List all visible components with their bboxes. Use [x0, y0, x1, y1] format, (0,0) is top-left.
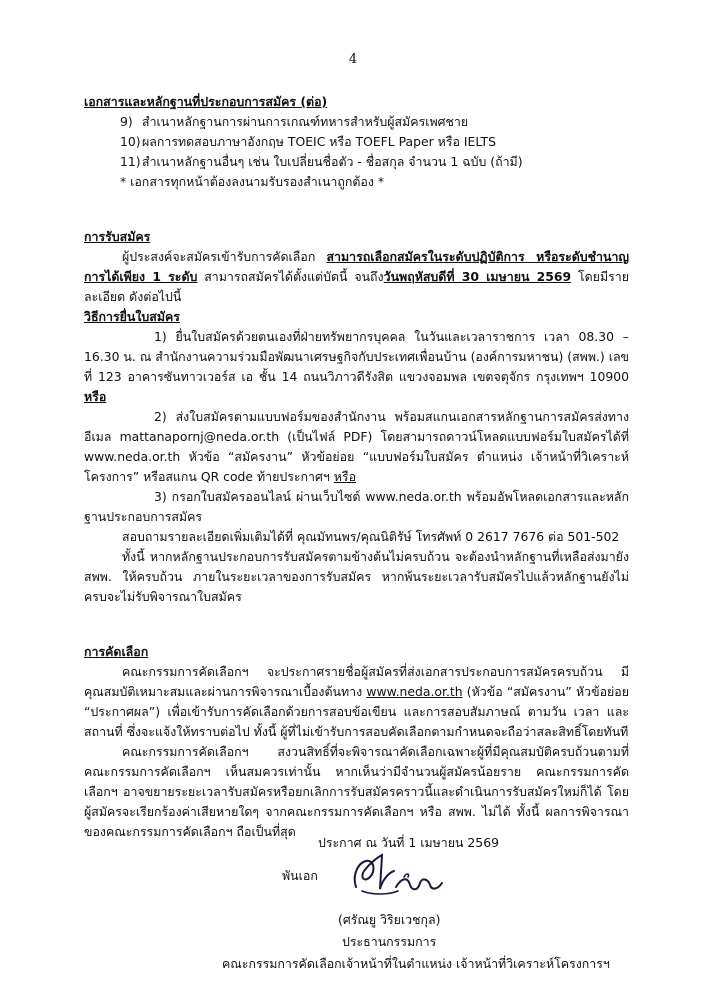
- method-heading: วิธีการยื่นใบสมัคร: [84, 309, 180, 324]
- select-para-1: คณะกรรมการคัดเลือกฯ จะประกาศรายชื่อผู้สมัครที่ส่งเอกสารประกอบการสมัครครบถ้วน มีคุณสมบัติเหมาะสมและผ่านการพิจารณาเบื้องต้นทาง www.neda.or.th (หัวข้อ “สมัครงาน” หัวข้อย่อย “ประกาศผล”) เพื่อเข้ารับการคัดเลือกด้วยการสอบข้อเขียน และการสอบสัมภาษณ์ ตามวัน เวลา และสถานที่ ซึ่งจะแจ้งให้ทราบต่อไป ทั้งนี้ ผู้ที่ไม่เข้ารับการสอบคัดเลือกตามกำหนดจะถือว่าสละสิทธิ์โดยทันที: [84, 664, 630, 739]
- signer-name: (ศรัณยู วิริยเวชกุล): [338, 912, 441, 927]
- certify-note: * เอกสารทุกหน้าต้องลงนามรับรองสำเนาถูกต้อง *: [120, 174, 385, 189]
- select-heading: การคัดเลือก: [84, 644, 149, 659]
- document-body: [84, 92, 629, 842]
- method-2: 2) ส่งใบสมัครตามแบบฟอร์มของสำนักงาน พร้อมสแกนเอกสารหลักฐานการสมัครส่งทางอีเมล mattanapornj@neda.or.th (เป็นไฟล์ PDF) โดยสามารถดาวน์โหลดแบบฟอร์มใบสมัครได้ที่ www.neda.or.th หัวข้อ “สมัครงาน” หัวข้อย่อย “แบบฟอร์มใบสมัคร ตำแหน่ง เจ้าหน้าที่วิเคราะห์โครงการ” หรือสแกน QR code ท้ายประกาศฯ หรือ: [84, 409, 629, 484]
- committee-name: คณะกรรมการคัดเลือกเจ้าหน้าที่ในตำแหน่ง เจ้าหน้าที่วิเคราะห์โครงการฯ: [222, 956, 610, 971]
- apply-heading: การรับสมัคร: [84, 229, 151, 244]
- apply-intro: ผู้ประสงค์จะสมัครเข้ารับการคัดเลือก สามารถเลือกสมัครในระดับปฏิบัติการ หรือระดับชำนาญการได้เพียง 1 ระดับ สามารถสมัครได้ตั้งแต่บัดนี้ จนถึงวันพฤหัสบดีที่ 30 เมษายน 2569 โดยมีรายละเอียด ดังต่อไปนี้: [84, 249, 629, 304]
- neda-website-link[interactable]: www.neda.or.th: [366, 684, 463, 699]
- method-3: 3) กรอกใบสมัครออนไลน์ ผ่านเว็บไซต์ www.neda.or.th พร้อมอัพโหลดเอกสารและหลักฐานประกอบการสมัคร: [84, 489, 629, 524]
- contact-info: สอบถามรายละเอียดเพิ่มเติมได้ที่ คุณมัทนพร/คุณนิติรัษ์ โทรศัพท์ 0 2617 7676 ต่อ 501-502: [122, 529, 620, 544]
- method-1: 1) ยื่นใบสมัครด้วยตนเองที่ฝ่ายทรัพยากรบุคคล ในวันและเวลาราชการ เวลา 08.30 – 16.30 น. ณ สำนักงานความร่วมมือพัฒนาเศรษฐกิจกับประเทศเพื่อนบ้าน (องค์การมหาชน) (สพพ.) เลขที่ 123 อาคารซันทาวเวอร์ส เอ ชั้น 14 ถนนวิภาวดีรังสิต แขวงจอมพล เขตจตุจักร กรุงเทพฯ 10900 หรือ: [84, 329, 630, 404]
- doc-item-9: 9) สำเนาหลักฐานการผ่านการเกณฑ์ทหารสำหรับผู้สมัครเพศชาย: [120, 114, 469, 129]
- doc-item-10: 10)ผลการทดสอบภาษาอังกฤษ TOEIC หรือ TOEFL Paper หรือ IELTS: [120, 134, 496, 149]
- announce-date: ประกาศ ณ วันที่ 1 เมษายน 2569: [318, 835, 499, 850]
- signature-mark: [348, 847, 448, 903]
- doc-item-11: 11)สำเนาหลักฐานอื่นๆ เช่น ใบเปลี่ยนชื่อตัว - ชื่อสกุล จำนวน 1 ฉบับ (ถ้ามี): [120, 154, 523, 169]
- apply-closing: ทั้งนี้ หากหลักฐานประกอบการรับสมัครตามข้างต้นไม่ครบถ้วน จะต้องนำหลักฐานที่เหลือส่งมายัง สพพ. ให้ครบถ้วน ภายในระยะเวลาของการรับสมัคร หากพ้นระยะเวลารับสมัครไปแล้วหลักฐานยังไม่ครบจะไม่รับพิจารณาใบสมัคร: [84, 549, 629, 604]
- signer-position: ประธานกรรมการ: [342, 934, 437, 949]
- select-para-2: คณะกรรมการคัดเลือกฯ สงวนสิทธิ์ที่จะพิจารณาคัดเลือกเฉพาะผู้ที่มีคุณสมบัติครบถ้วนตามที่คณะกรรมการคัดเลือกฯ เห็นสมควรเท่านั้น หากเห็นว่ามีจำนวนผู้สมัครน้อยราย คณะกรรมการคัดเลือกฯ อาจขยายระยะเวลารับสมัครหรือยกเลิกการรับสมัครคราวนี้และดำเนินการรับสมัครใหม่ก็ได้ โดยผู้สมัครจะเรียกร้องค่าเสียหายใดๆ จากคณะกรรมการคัดเลือกฯ หรือ สพพ. ไม่ได้ ทั้งนี้ ผลการพิจารณาของคณะกรรมการคัดเลือกฯ ถือเป็นที่สุด: [84, 744, 629, 839]
- page-number: 4: [348, 52, 358, 67]
- docs-heading: เอกสารและหลักฐานที่ประกอบการสมัคร (ต่อ): [84, 94, 328, 109]
- signer-rank: พันเอก: [282, 868, 318, 883]
